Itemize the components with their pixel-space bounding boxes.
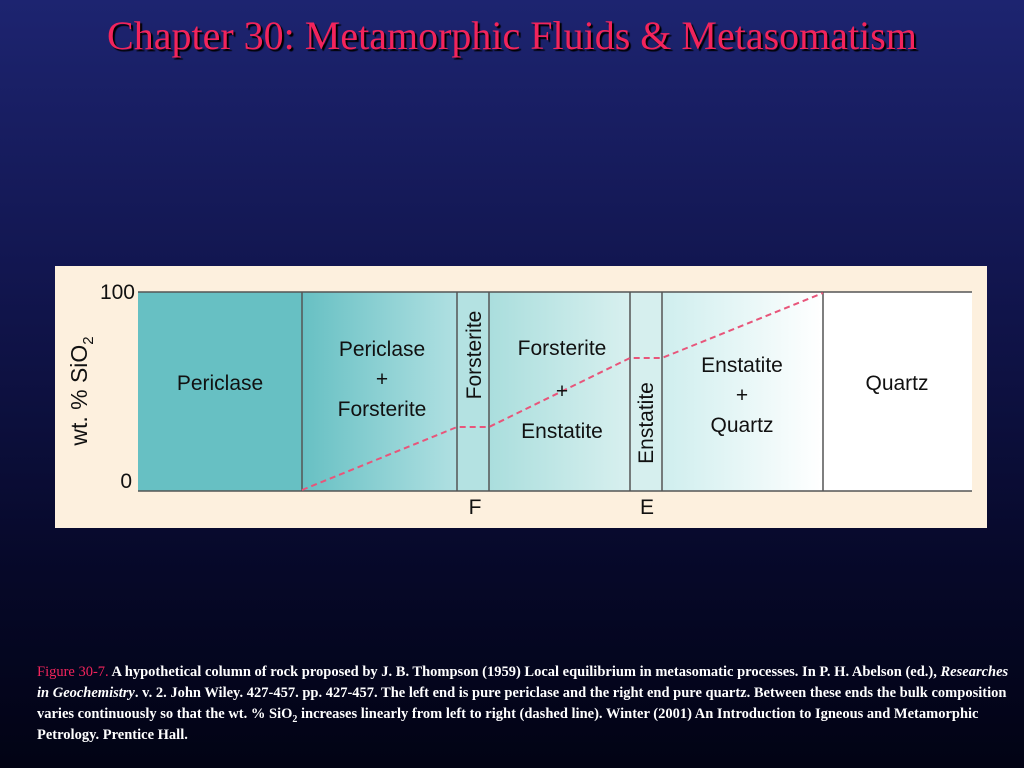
figure-caption — [37, 662, 1012, 746]
slide-title: Chapter 30: Metamorphic Fluids & Metasomatism — [107, 13, 917, 58]
marker-forsterite: F — [468, 496, 482, 519]
marker-enstatite: E — [639, 496, 655, 519]
y-axis-max-label: 100 — [99, 281, 135, 304]
zone-label-forsterite-enstatite-line1: Forsterite — [517, 337, 607, 360]
zone-label-enstatite-quartz-plus: + — [735, 384, 749, 407]
zone-label-periclase: Periclase — [176, 372, 264, 395]
y-axis-min-label: 0 — [120, 470, 132, 493]
zone-label-enstatite-quartz-line2: Quartz — [710, 414, 774, 437]
y-axis-title: wt. % SiO$_2$ — [66, 336, 97, 446]
zone-periclase-forsterite-fill — [302, 292, 457, 491]
caption-subscript: 2 — [292, 713, 298, 725]
zone-label-periclase-forsterite-line1: Periclase — [338, 338, 426, 361]
zone-label-periclase-forsterite-plus: + — [375, 368, 389, 391]
zone-label-periclase-forsterite-line2: Forsterite — [337, 398, 427, 421]
zone-label-forsterite-vertical: Forsterite — [463, 310, 486, 400]
caption-text-part1: A hypothetical column of rock proposed by J. B. Thompson (1959) Local equilibrium in metasomatic processes. In P. H. Abelson (ed.), — [108, 664, 941, 680]
caption-text-part2: . v. 2. John Wiley. 427-457. pp. 427-457. The left end is pure periclase and the right end pure quartz. Between these ends the bulk composition varies continuously so that the wt. % SiO — [37, 685, 1007, 722]
zone-label-enstatite-quartz-line1: Enstatite — [701, 354, 783, 377]
zone-label-quartz: Quartz — [865, 372, 929, 395]
caption-text-part3: increases linearly from left to right (dashed line). Winter (2001) An Introduction to Igneous and Metamorphic Petrology. Prentice Hall. — [37, 706, 979, 743]
metasomatic-column-diagram — [55, 266, 987, 528]
zone-label-forsterite-enstatite-line2: Enstatite — [521, 420, 603, 443]
figure-number: Figure 30-7. — [37, 664, 109, 680]
caption-journal-title: Researches in Geochemistry — [37, 664, 1009, 701]
zone-label-forsterite-enstatite-plus: + — [555, 380, 569, 403]
zone-label-enstatite-vertical: Enstatite — [635, 382, 658, 464]
